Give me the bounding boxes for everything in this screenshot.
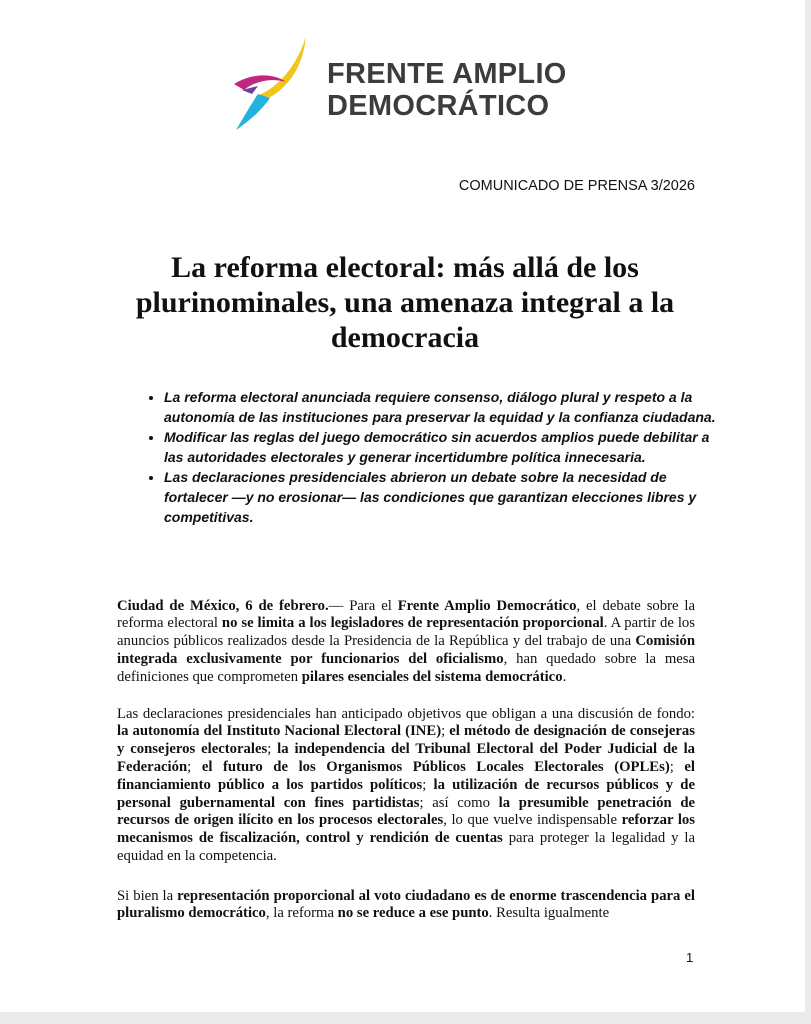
text-run: ; <box>422 776 434 793</box>
text-run: pilares esenciales del sistema democrático <box>301 668 563 685</box>
text-run: la autonomía del Instituto Nacional Electoral (INE) <box>117 723 442 740</box>
page-number: 1 <box>686 950 694 965</box>
text-run: la utilización de recursos públicos y de personal gubernamental con fines partidistas <box>117 776 695 811</box>
text-run: Frente Amplio Democrático <box>397 597 577 614</box>
text-run: ; <box>267 741 278 758</box>
text-run: Las declaraciones presidenciales han anticipado objetivos que obligan a una discusión de fondo: <box>117 705 695 722</box>
text-run: la independencia del Tribunal Electoral del Poder Judicial de la Federación <box>117 741 695 776</box>
text-run: ; así como <box>419 794 499 811</box>
text-run: el financiamiento público a los partidos políticos <box>117 759 695 793</box>
bullet-item: • La reforma electoral anunciada requiere consenso, diálogo plural y respeto a la autonomía de las instituciones para preservar la equidad y la confianza ciudadana. <box>164 387 724 427</box>
text-run: . A partir de los anuncios públicos realizados desde la Presidencia de la República y del trabajo de una <box>117 615 695 650</box>
text-run: , el debate sobre la reforma electoral <box>117 597 695 632</box>
text-run: la presumible penetración de recursos de origen ilícito en los procesos electorales <box>117 794 696 829</box>
bullet-item: • Las declaraciones presidenciales abrieron un debate sobre la necesidad de fortalecer —y no erosionar— las condiciones que garantizan elecciones libres y competitivas. <box>164 467 724 527</box>
body-paragraph-3 <box>117 888 695 924</box>
brand-name <box>327 58 567 122</box>
body-paragraph-2 <box>117 706 695 866</box>
text-run: Comisión integrada exclusivamente por funcionarios del oficialismo <box>117 633 695 668</box>
text-run: representación proporcional al voto ciudadano es de enorme trascendencia para el pluralismo democrático <box>117 887 695 922</box>
press-release-number: COMUNICADO DE PRENSA 3/2026 <box>458 178 695 194</box>
text-run: , la reforma <box>265 905 338 922</box>
brand-line-2: DEMOCRÁTICO <box>327 90 550 122</box>
text-run: Ciudad de México, 6 de febrero. <box>117 597 329 614</box>
brand-line-1: FRENTE AMPLIO <box>327 58 567 90</box>
text-run: — Para el <box>328 597 398 614</box>
text-run: para proteger la legalidad y la equidad en la competencia. <box>117 830 695 865</box>
bullet-item: • Modificar las reglas del juego democrático sin acuerdos amplios puede debilitar a las autoridades electorales y generar incertidumbre política innecesaria. <box>164 427 724 467</box>
text-run: el método de designación de consejeras y consejeros electorales <box>117 723 695 758</box>
text-run: no se reduce a ese punto <box>337 905 489 922</box>
text-run: , lo que vuelve indispensable <box>443 812 622 829</box>
frente-amplio-logo-icon <box>228 34 314 132</box>
page-title: La reforma electoral: más allá de los plurinominales, una amenaza integral a la democracia <box>135 251 675 354</box>
body-paragraph-1 <box>117 598 695 687</box>
text-run: ; <box>441 723 450 740</box>
text-run: ; <box>187 759 202 776</box>
text-run: no se limita a los legisladores de representación proporcional <box>221 615 604 632</box>
text-run: Si bien la <box>117 887 178 904</box>
text-run: ; <box>669 759 685 776</box>
text-run: el futuro de los Organismos Públicos Locales Electorales (OPLEs) <box>201 759 670 776</box>
text-run: . <box>562 668 567 685</box>
text-run: . Resulta igualmente <box>488 905 610 922</box>
summary-bullets <box>140 387 724 527</box>
text-run: reforzar los mecanismos de fiscalización, control y rendición de cuentas <box>117 812 695 847</box>
text-run: , han quedado sobre la mesa definiciones que comprometen <box>117 651 695 685</box>
